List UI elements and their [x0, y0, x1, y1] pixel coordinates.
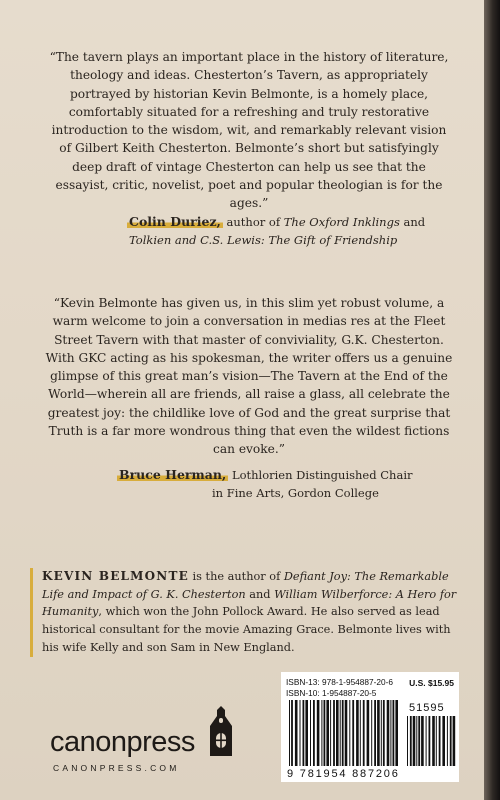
barcode-bar: [291, 700, 293, 766]
barcode-bar: [367, 700, 370, 766]
barcode-bar: [352, 700, 354, 766]
endorsement-quote-1: “The tavern plays an important place in the history of literature, theology and ideas. Chesterton’s Tavern, as appropriately portrayed by historian Kevin Belmonte, is a homely place, comfortably situated for a refreshing and truly restorative introduction to the wisdom, wit, and remarkably relevant vision of Gilbert Keith Chesterton. Belmonte’s short but satisfyingly deep draft of vintage Chesterton can help us see that the essayist, critic, novelist, poet and popular theologian is for the ages.”: [49, 50, 449, 211]
book-title: The Oxford Inklings: [283, 215, 400, 229]
isbn-10: ISBN-10: 1-954887-20-5: [286, 688, 377, 698]
barcode-bar: [340, 700, 341, 766]
barcode-bar: [418, 716, 420, 766]
barcode-bar: [442, 716, 445, 766]
barcode-bar: [421, 716, 424, 766]
barcode-bar: [410, 716, 412, 766]
bio-text: , which won the John Pollock Award. He also served as lead historical consultant for the movie Amazing Grace. Belmonte lives with his wife Kelly and son Sam in New England.: [42, 605, 451, 654]
book-title: William Wilberforce: A Hero for Humanity: [42, 587, 457, 619]
barcode-label: [281, 672, 459, 782]
book-title: Defiant Joy: The Remarkable Life and Impact of G. K. Chesterton: [42, 570, 449, 601]
barcode-bar: [326, 700, 329, 766]
barcode-bar: [324, 700, 326, 766]
barcode-bar: [407, 716, 408, 766]
attribution-line-1: [127, 213, 425, 231]
attribution-text: Lothlorien Distinguished Chair: [231, 468, 413, 482]
barcode-bar: [447, 716, 448, 766]
barcode-bar: [381, 700, 382, 766]
endorser-name: Bruce Herman,: [119, 467, 227, 482]
barcode-icon: [281, 672, 459, 782]
barcode-bar: [349, 700, 350, 766]
endorsement-attribution-1: [127, 213, 425, 249]
barcode-bar: [416, 716, 417, 766]
attribution-text: author of: [226, 215, 284, 229]
endorser-name: Colin Duriez,: [129, 214, 221, 229]
barcode-bar: [336, 700, 339, 766]
barcode-bar: [393, 700, 395, 766]
chapel-icon: [202, 706, 242, 756]
barcode-bar: [450, 716, 452, 766]
barcode-bar: [439, 716, 441, 766]
barcode-bar: [374, 700, 376, 766]
author-name: KEVIN BELMONTE: [42, 569, 189, 583]
barcode-bar: [413, 716, 416, 766]
barcode-bar: [295, 700, 298, 766]
barcode-bar: [371, 700, 372, 766]
endorsement-attribution-2: [117, 466, 413, 502]
price: U.S. $15.95: [409, 678, 454, 688]
barcode-bar: [330, 700, 331, 766]
barcode-bar: [390, 700, 391, 766]
barcode-bar: [432, 716, 435, 766]
barcode-bar: [395, 700, 398, 766]
barcode-bar: [363, 700, 365, 766]
attribution-line-2: [127, 231, 425, 249]
barcode-bar: [289, 700, 290, 766]
barcode-bar: [383, 700, 385, 766]
barcode-bar: [321, 700, 322, 766]
publisher-url: CANONPRESS.COM: [53, 763, 180, 773]
barcode-bar: [453, 716, 456, 766]
attribution-text: and: [399, 215, 426, 229]
barcode-bar: [342, 700, 344, 766]
barcode-bar: [429, 716, 431, 766]
book-title: Tolkien and C.S. Lewis: The Gift of Friendship: [129, 233, 398, 247]
author-bio: [30, 568, 467, 657]
bio-text: and: [245, 587, 275, 601]
price-code: 51595: [409, 702, 445, 714]
endorsement-quote-2: “Kevin Belmonte has given us, in this slim yet robust volume, a warm welcome to join a conversation in medias res at the Fleet Street Tavern with that master of conviviality, G.K. Chesterton. With GKC acting as his spokesman, the writer offers us a genuine glimpse of this great man’s vision—The Tavern at the End of the World—wherein all are friends, all raise a glass, all celebrate the greatest joy: the childlike love of God and the great surprise that Truth is a far more wondrous thing that even the wildest fictions can evoke.”: [45, 296, 453, 457]
barcode-bar: [345, 700, 348, 766]
barcode-bar: [360, 700, 361, 766]
barcode-bar: [317, 700, 320, 766]
barcode-bar: [310, 700, 311, 766]
barcode-bar: [387, 700, 390, 766]
barcode-bar: [305, 700, 308, 766]
publisher-name: canonpress: [50, 726, 195, 758]
bio-text: is the author of: [188, 570, 284, 583]
book-spine-edge: [484, 0, 500, 800]
barcode-bar: [436, 716, 437, 766]
attribution-line-1: [117, 466, 413, 484]
attribution-line-2: in Fine Arts, Gordon College: [212, 486, 379, 500]
barcode-bar: [377, 700, 380, 766]
barcode-digits: 9 781954 887206: [287, 768, 400, 780]
barcode-bar: [356, 700, 359, 766]
barcode-bar: [300, 700, 301, 766]
barcode-bar: [313, 700, 315, 766]
publisher-logo: [50, 706, 250, 776]
barcode-bar: [426, 716, 427, 766]
barcode-bar: [303, 700, 305, 766]
isbn-13: ISBN-13: 978-1-954887-20-6: [286, 677, 394, 687]
barcode-bar: [333, 700, 335, 766]
